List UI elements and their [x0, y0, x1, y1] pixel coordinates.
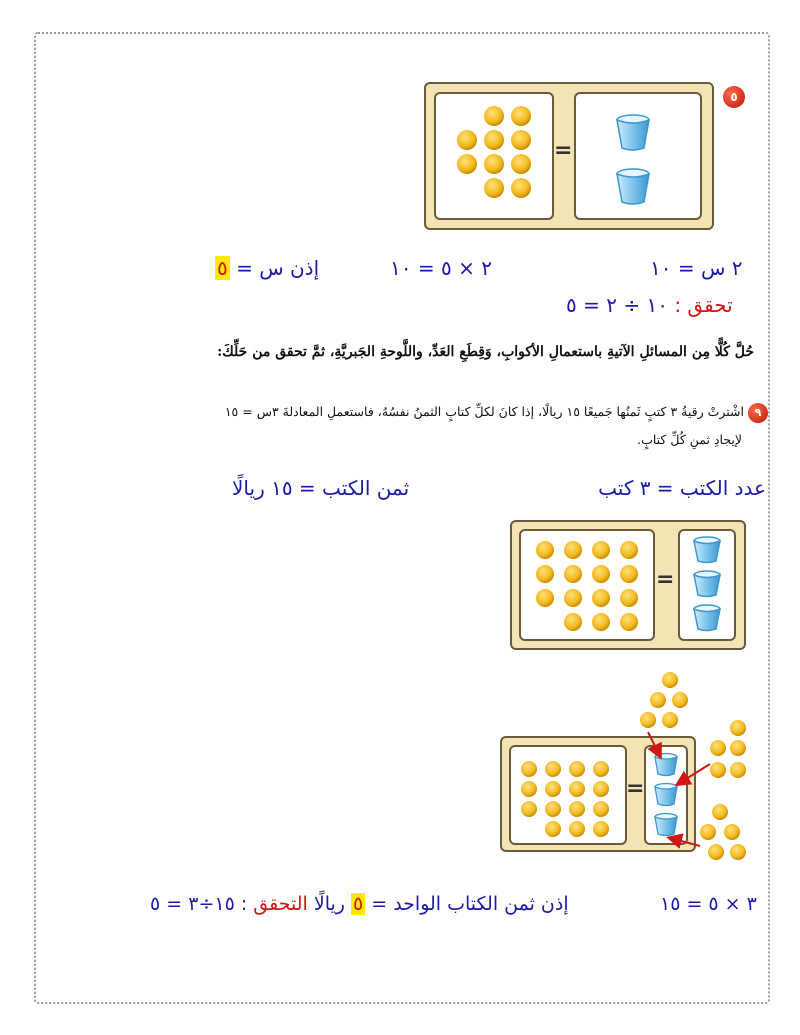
question-9-text-line-2: لإيجادِ ثمنِ كُلِّ كتابٍ. — [637, 432, 742, 447]
cups-panel — [678, 529, 736, 641]
counters-panel — [519, 529, 655, 641]
cup-icon — [694, 571, 720, 597]
counter — [724, 824, 740, 840]
equals-sign: = — [626, 776, 645, 801]
counters-group — [521, 531, 653, 639]
arrow-icon — [648, 732, 660, 756]
highlighted-answer: ٥ — [217, 256, 228, 280]
cups-group — [576, 94, 700, 218]
equation-board-q5 — [424, 82, 714, 230]
counter — [700, 824, 716, 840]
counters-panel — [509, 745, 627, 845]
counter — [620, 541, 638, 559]
counter — [521, 801, 537, 817]
counter — [569, 761, 585, 777]
highlighted-answer: ٥ — [352, 893, 364, 915]
counter — [650, 692, 666, 708]
equals-sign: = — [554, 138, 573, 163]
cups-panel — [574, 92, 702, 220]
counter — [620, 613, 638, 631]
equation-2: ٢ × ٥ = ١٠ — [390, 256, 492, 280]
cup-icon — [694, 537, 720, 563]
counter — [592, 541, 610, 559]
books-count: عدد الكتب = ٣ كتب — [598, 476, 766, 500]
counter — [593, 821, 609, 837]
counter — [640, 712, 656, 728]
counter — [710, 762, 726, 778]
counter — [536, 565, 554, 583]
counter — [457, 130, 477, 150]
counter — [710, 740, 726, 756]
question-5-badge: ٥ — [723, 86, 745, 108]
counter — [593, 761, 609, 777]
counter — [521, 761, 537, 777]
counter — [564, 613, 582, 631]
counters-panel — [434, 92, 554, 220]
counter — [536, 541, 554, 559]
grouping-diagram — [620, 660, 760, 870]
counter — [672, 692, 688, 708]
counter — [564, 589, 582, 607]
equation-board-q9 — [510, 520, 746, 650]
counter — [536, 589, 554, 607]
counter — [484, 154, 504, 174]
cup-icon — [617, 169, 649, 204]
equals-sign: = — [656, 567, 675, 592]
counters-group — [511, 747, 625, 843]
counter — [511, 106, 531, 126]
counter — [569, 781, 585, 797]
counter — [620, 589, 638, 607]
final-equation: ٣ × ٥ = ١٥ — [660, 893, 757, 915]
question-9-text-line-1: اشْترتْ رقيةُ ٣ كتبٍ ثَمنُها جَميعًا ١٥ ريالًا، إذا كانَ لكلِّ كتابٍ الثمنُ نفسُهُ، فاستعملِ المعادلةَ ٣س = ١٥ — [224, 404, 744, 419]
counter — [620, 565, 638, 583]
counter — [708, 844, 724, 860]
instruction-text: حُلَّ كُلًّا مِن المسائلِ الآتيةِ باستعمالِ الأكوابِ، وَقِطَعِ العَدِّ، واللَّوحةِ الجَبريَّةِ، ثمَّ تحقق من حَلِّكَ: — [217, 344, 754, 360]
counter — [593, 801, 609, 817]
counter — [457, 154, 477, 174]
counter — [511, 130, 531, 150]
counter — [545, 781, 561, 797]
counter — [730, 762, 746, 778]
equation-3: إذن س = ٥ — [217, 256, 320, 280]
counter — [564, 565, 582, 583]
final-answer: إذن ثمن الكتاب الواحد = ٥ ريالًا التحقق : ١٥÷٣ = ٥ — [150, 893, 569, 915]
question-9-badge: ٩ — [748, 403, 768, 423]
counter — [730, 740, 746, 756]
counter — [662, 672, 678, 688]
cups-group — [680, 531, 734, 639]
counter — [712, 804, 728, 820]
check-line-q5: تحقق : ١٠ ÷ ٢ = ٥ — [566, 293, 733, 317]
counter — [564, 541, 582, 559]
cup-icon — [617, 115, 649, 150]
arrow-icon — [678, 764, 710, 784]
counter — [569, 801, 585, 817]
counter — [511, 178, 531, 198]
counter — [484, 130, 504, 150]
counter — [545, 801, 561, 817]
counter — [484, 106, 504, 126]
counter — [662, 712, 678, 728]
counters-group — [436, 94, 552, 218]
arrow-icon — [670, 838, 700, 846]
counter — [592, 565, 610, 583]
equation-1: ٢ س = ١٠ — [650, 256, 743, 280]
counter — [511, 154, 531, 174]
counter — [545, 821, 561, 837]
counter — [592, 589, 610, 607]
cup-icon — [694, 605, 720, 631]
books-price: ثمن الكتب = ١٥ ريالًا — [232, 476, 410, 500]
counter — [593, 781, 609, 797]
counter — [592, 613, 610, 631]
counter — [730, 720, 746, 736]
counter — [484, 178, 504, 198]
counter — [545, 761, 561, 777]
counter — [730, 844, 746, 860]
counter — [569, 821, 585, 837]
counter — [521, 781, 537, 797]
